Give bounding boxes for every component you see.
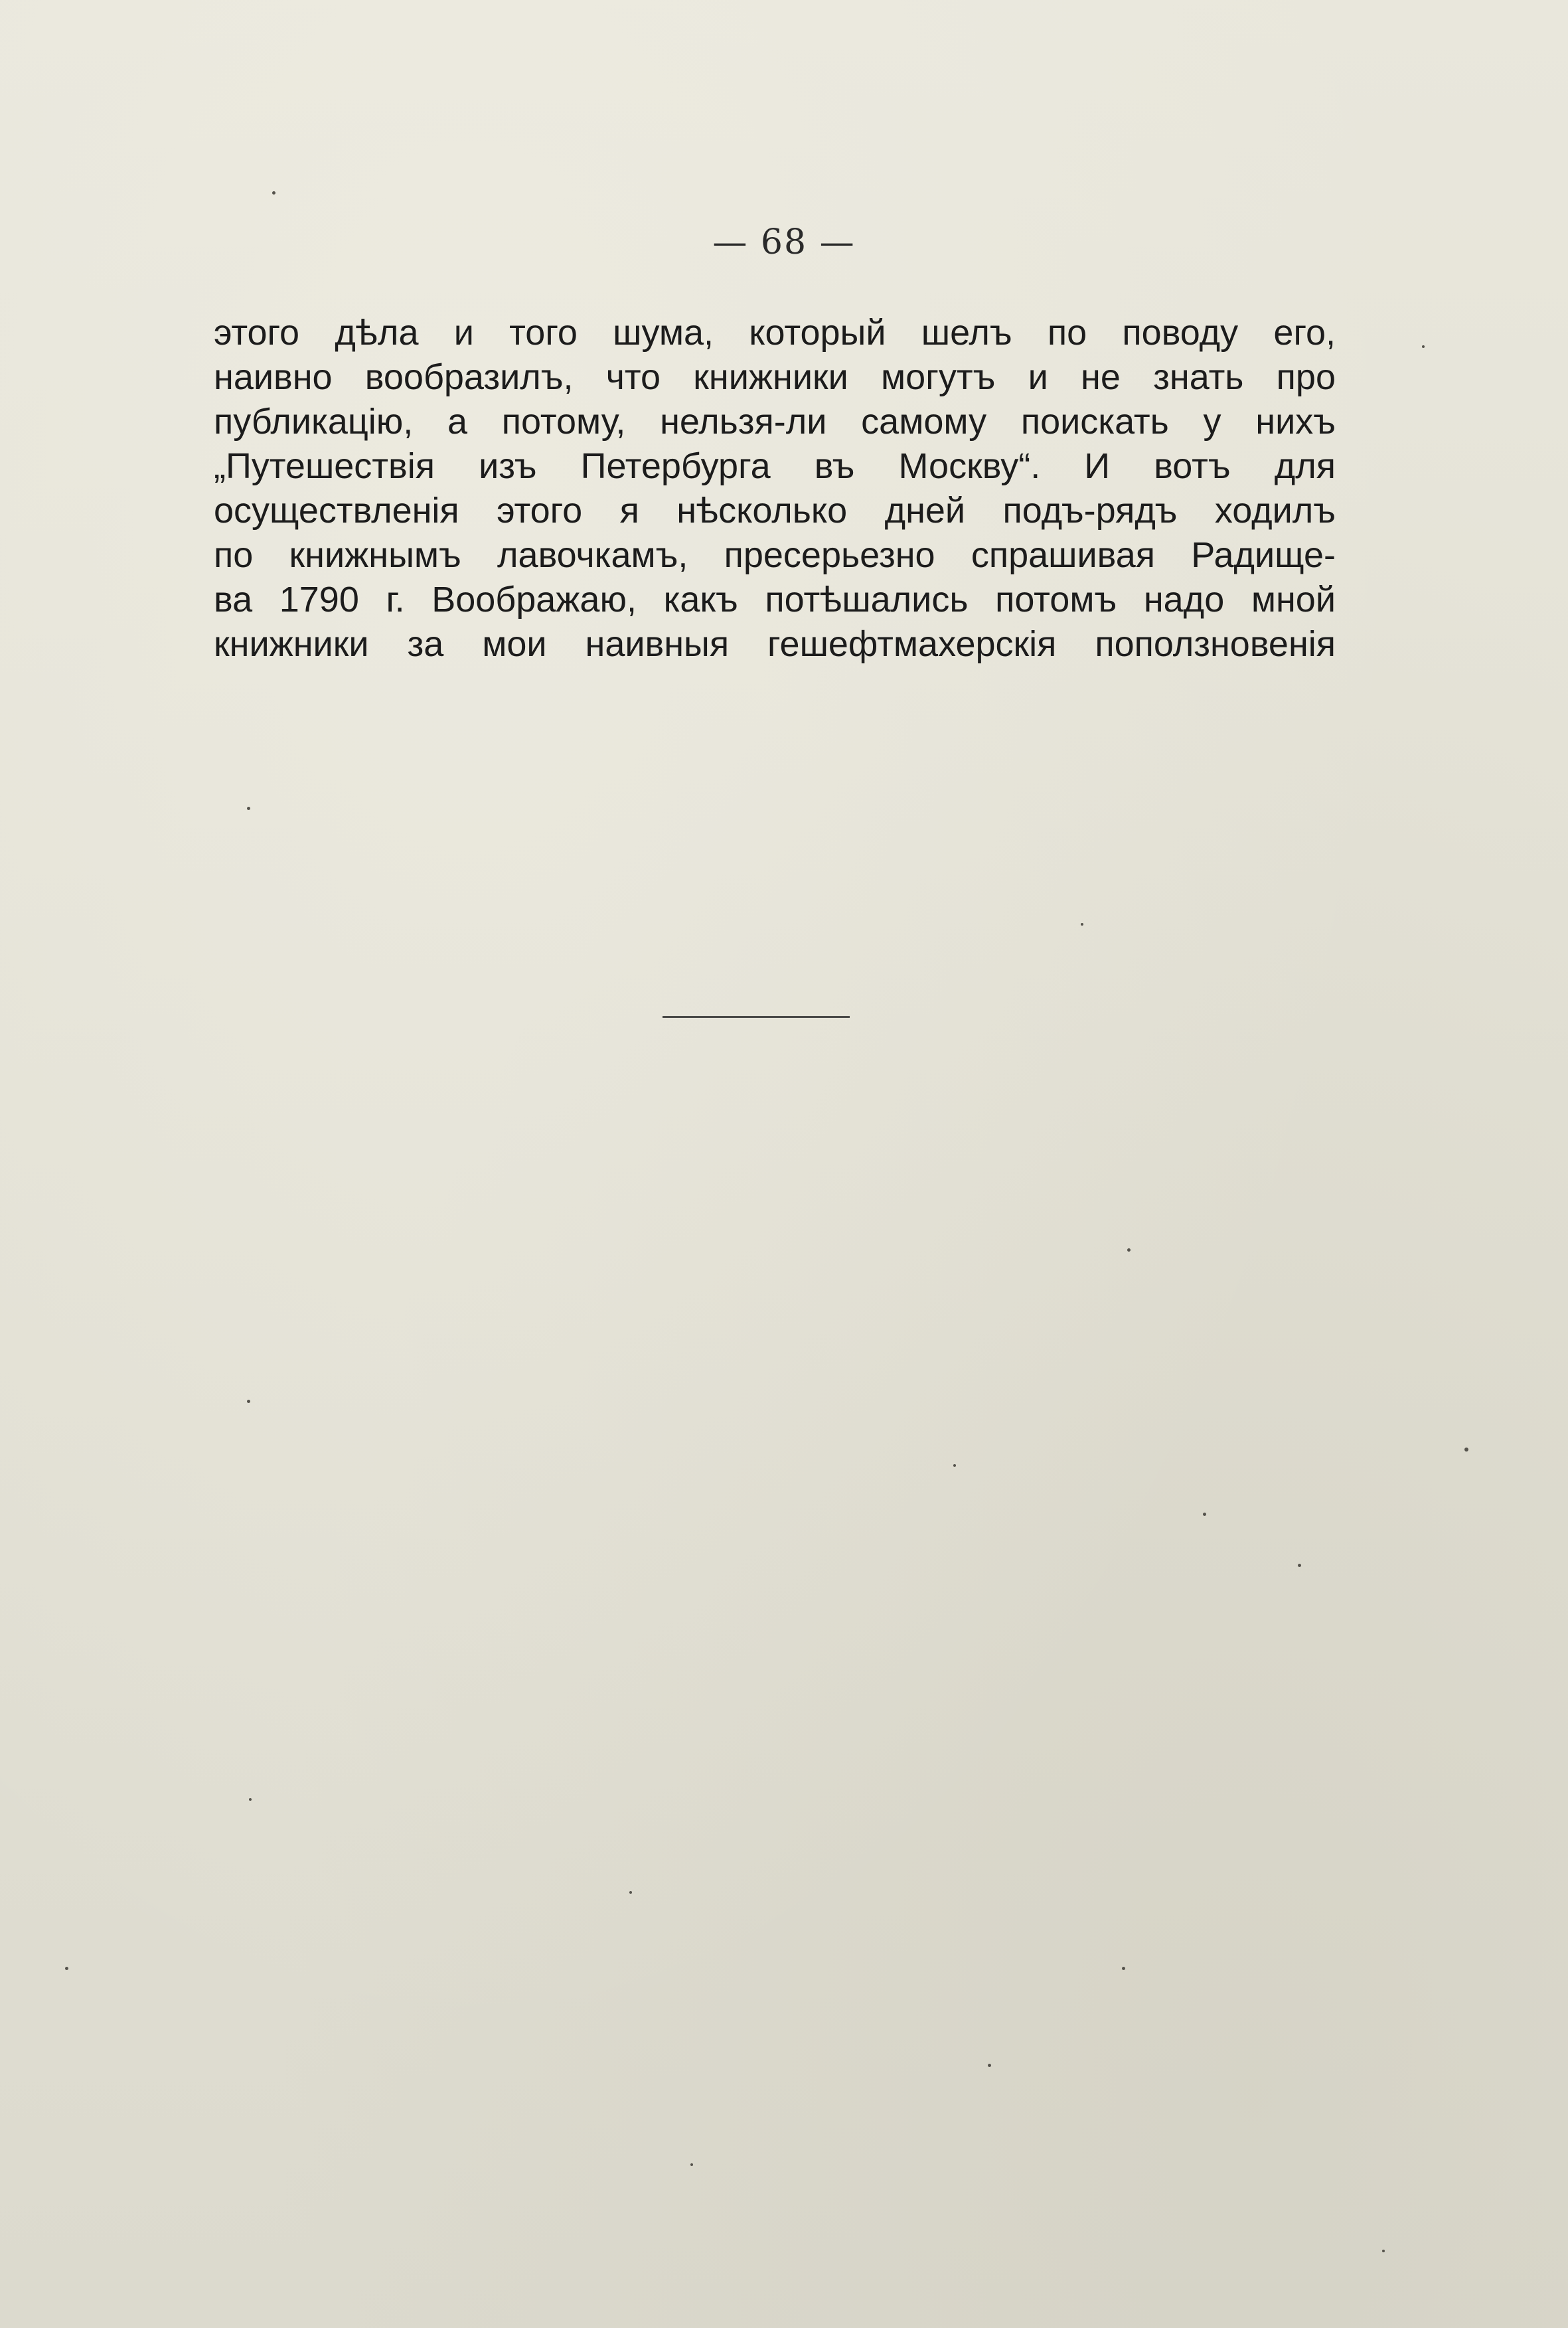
paper-speck [1464,1448,1468,1452]
paper-speck [1382,2250,1385,2252]
paper-speck [690,2163,693,2166]
paper-speck [249,1798,252,1801]
text-line: осуществленія этого я нѣсколько дней подъ-рядъ ходилъ [214,491,1336,531]
text-line: публикацію, а потому, нельзя-ли самому поискать у нихъ [214,402,1336,442]
paper-speck [1298,1564,1301,1567]
paper-speck [65,1967,68,1970]
section-end-rule [663,1016,850,1018]
paper-speck [953,1464,956,1467]
paper-speck [629,1891,632,1894]
paper-speck [1081,923,1083,926]
text-line: „Путешествія изъ Петербурга въ Москву“. И вотъ для [214,446,1336,486]
text-line: по книжнымъ лавочкамъ, пресерьезно спрашивая Радище- [214,535,1336,575]
paper-speck [247,1400,250,1403]
paper-speck [247,807,250,810]
text-line: наивно вообразилъ, что книжники могутъ и не знать про [214,357,1336,397]
paper-speck [1422,345,1425,348]
paper-speck [1127,1248,1131,1252]
body-paragraph [214,311,1336,667]
paper-speck [988,2064,991,2067]
text-line: ва 1790 г. Воображаю, какъ потѣшались потомъ надо мной [214,580,1336,620]
paper-speck [1203,1513,1206,1516]
paper-speck [272,191,275,195]
paper-speck [1122,1967,1125,1970]
page-number: — 68 — [712,222,856,262]
text-line: книжники за мои наивныя гешефтмахерскія поползновенія [214,624,1336,664]
text-line: этого дѣла и того шума, который шелъ по поводу его, [214,313,1336,353]
